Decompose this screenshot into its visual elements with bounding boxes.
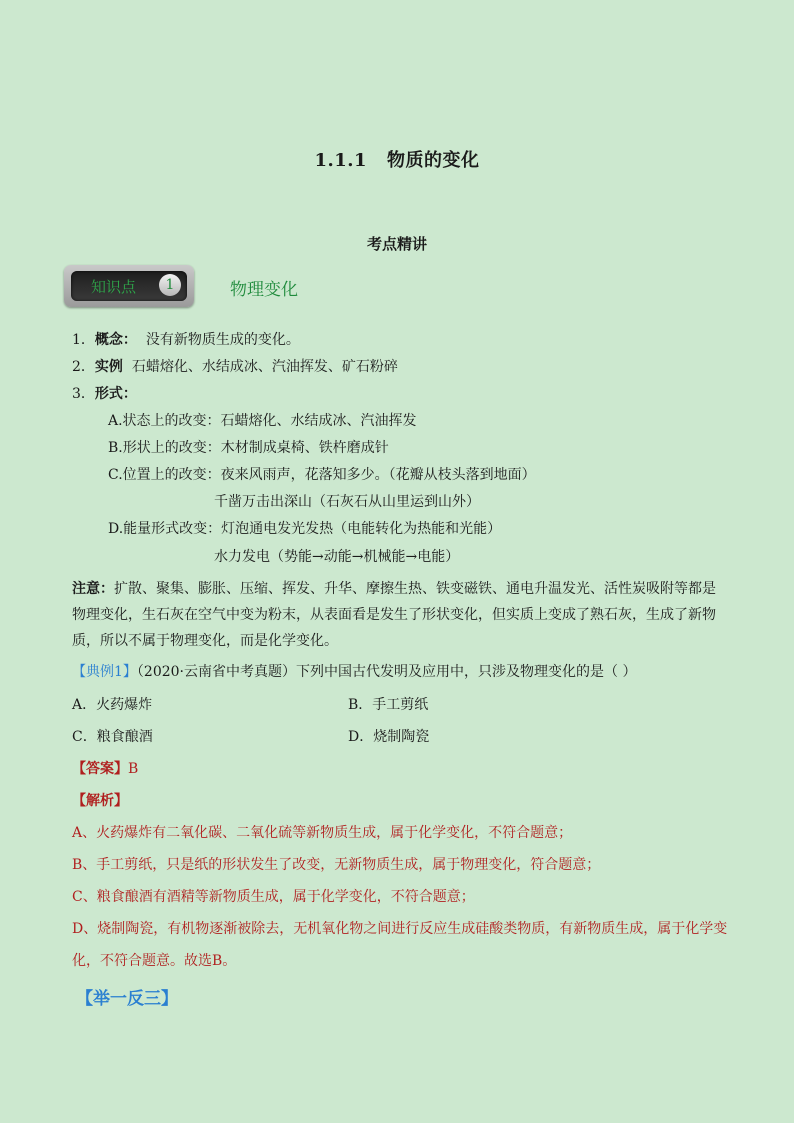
answer-value: B (128, 761, 139, 777)
form-d-continued: 水力发电（势能→动能→机械能→电能） (214, 549, 460, 565)
analysis-d: D、烧制陶瓷，有机物逐渐被除去，无机氧化物之间进行反应生成硅酸类物质，有新物质生成，属于化学变 (72, 921, 728, 937)
item-concept (72, 330, 300, 350)
option-a: A．火药爆炸 (72, 697, 153, 713)
form-b: B.形状上的改变：木材制成桌椅、铁杵磨成针 (108, 440, 389, 456)
answer-label: 【答案】 (72, 761, 128, 777)
item-text: 没有新物质生成的变化。 (145, 332, 300, 348)
analysis-c: C、粮食酿酒有酒精等新物质生成，属于化学变化，不符合题意； (72, 889, 475, 905)
practice-heading: 【举一反三】 (76, 989, 178, 1009)
knowledge-point-badge-inner (71, 271, 187, 301)
item-text: 石蜡熔化、水结成冰、汽油挥发、矿石粉碎 (131, 359, 398, 375)
item-label: 形式： (94, 386, 137, 402)
form-c: C.位置上的改变：夜来风雨声，花落知多少。（花瓣从枝头落到地面） (108, 467, 536, 483)
item-examples (72, 357, 398, 377)
analysis-d-continued: 化，不符合题意。故选B。 (72, 953, 237, 969)
example-question (72, 662, 636, 682)
option-b: B．手工剪纸 (348, 697, 429, 713)
example-tag: 【典例1】 (72, 664, 137, 680)
page-title (0, 146, 794, 172)
knowledge-point-title: 物理变化 (230, 280, 298, 300)
item-label: 概念： (94, 332, 137, 348)
note-label: 注意： (72, 581, 114, 597)
item-prefix: 2． (72, 359, 95, 375)
item-prefix: 1． (72, 332, 95, 348)
option-c: C．粮食酿酒 (72, 729, 153, 745)
answer-line (72, 759, 138, 779)
analysis-label: 【解析】 (72, 793, 128, 809)
item-forms (72, 384, 137, 404)
section-subtitle: 考点精讲 (366, 235, 427, 253)
example-question-text: （2020·云南省中考真题）下列中国古代发明及应用中，只涉及物理变化的是（ ） (136, 664, 637, 680)
analysis-a: A、火药爆炸有二氧化碳、二氧化硫等新物质生成，属于化学变化，不符合题意； (72, 825, 573, 841)
item-prefix: 3． (72, 386, 95, 402)
knowledge-point-badge (64, 265, 194, 307)
knowledge-point-number: 1 (159, 274, 181, 296)
form-c-continued: 千凿万击出深山（石灰石从山里运到山外） (214, 494, 480, 510)
note-paragraph (72, 576, 724, 654)
form-a: A.状态上的改变：石蜡熔化、水结成冰、汽油挥发 (108, 413, 417, 429)
knowledge-point-label: 知识点 (91, 278, 137, 296)
note-text: 扩散、聚集、膨胀、压缩、挥发、升华、摩擦生热、铁变磁铁、通电升温发光、活性炭吸附等都是物理变化，生石灰在空气中变为粉末，从表面看是发生了形状变化，但实质上变成了熟石灰，生成了新物质，所以不属于物理变化，而是化学变化。 (72, 581, 716, 649)
title-number: 1.1.1 (314, 150, 368, 171)
title-text: 物质的变化 (387, 150, 480, 171)
analysis-b: B、手工剪纸，只是纸的形状发生了改变，无新物质生成，属于物理变化，符合题意； (72, 857, 601, 873)
option-d: D．烧制陶瓷 (348, 729, 430, 745)
item-label: 实例 (94, 359, 123, 375)
form-d: D.能量形式改变：灯泡通电发光发热（电能转化为热能和光能） (108, 521, 502, 537)
